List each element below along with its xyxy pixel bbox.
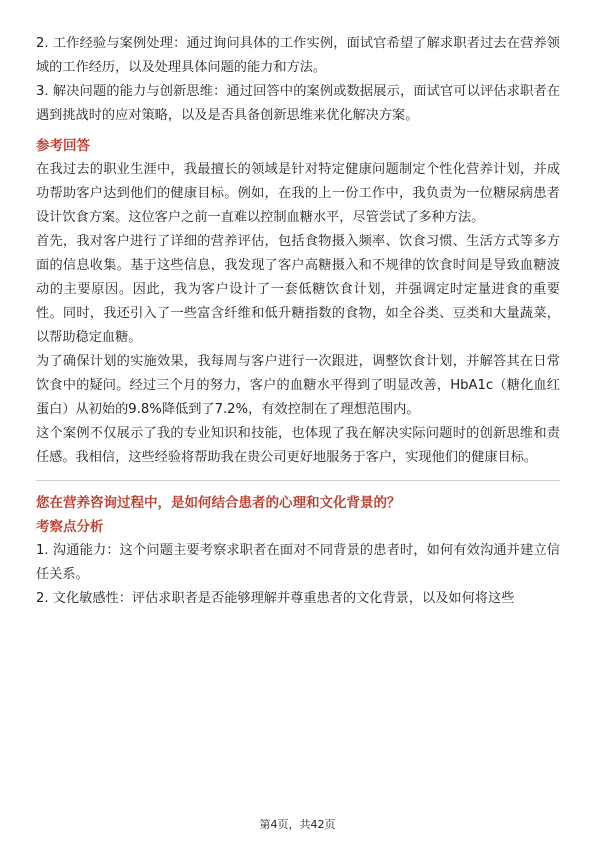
answer-paragraph-3: 为了确保计划的实施效果，我每周与客户进行一次跟进，调整饮食计划，并解答其在日常饮食中的疑问。经过三个月的努力，客户的血糖水平得到了明显改善，HbA1c（糖化血红蛋白）从初始的9.8%降低到了7.2%，有效控制在了理想范围内。: [36, 354, 560, 417]
analysis-point-2: 2. 文化敏感性：评估求职者是否能够理解并尊重患者的文化背景，以及如何将这些: [36, 591, 515, 606]
analysis-point-1: 1. 沟通能力：这个问题主要考察求职者在面对不同背景的患者时，如何有效沟通并建立信任关系。: [36, 543, 560, 582]
section-divider: [36, 480, 560, 481]
answer-paragraph-4: 这个案例不仅展示了我的专业知识和技能，也体现了我在解决实际问题时的创新思维和责任感。我相信，这些经验将帮助我在贵公司更好地服务于客户，实现他们的健康目标。: [36, 426, 560, 465]
analysis-heading: 考察点分析: [36, 519, 104, 535]
evaluation-point-3: 3. 解决问题的能力与创新思维：通过回答中的案例或数据展示，面试官可以评估求职者在遇到挑战时的应对策略，以及是否具备创新思维来优化解决方案。: [36, 84, 560, 123]
document-page: [36, 32, 560, 611]
answer-paragraph-2: 首先，我对客户进行了详细的营养评估，包括食物摄入频率、饮食习惯、生活方式等多方面的信息收集。基于这些信息，我发现了客户高糖摄入和不规律的饮食时间是导致血糖波动的主要原因。因此，我为客户设计了一套低糖饮食计划，并强调定时定量进食的重要性。同时，我还引入了一些富含纤维和低升糖指数的食物，如全谷类、豆类和大量蔬菜，以帮助稳定血糖。: [36, 234, 560, 345]
evaluation-point-2: 2. 工作经验与案例处理：通过询问具体的工作实例，面试官希望了解求职者过去在营养领域的工作经历，以及处理具体问题的能力和方法。: [36, 36, 560, 75]
answer-paragraph-1: 在我过去的职业生涯中，我最擅长的领域是针对特定健康问题制定个性化营养计划，并成功帮助客户达到他们的健康目标。例如，在我的上一份工作中，我负责为一位糖尿病患者设计饮食方案。这位客户之前一直难以控制血糖水平，尽管尝试了多种方法。: [36, 162, 560, 225]
reference-answer-heading: 参考回答: [36, 138, 90, 154]
question-title: 您在营养咨询过程中，是如何结合患者的心理和文化背景的？: [36, 495, 401, 511]
page-number: 第4页，共42页: [259, 818, 336, 831]
